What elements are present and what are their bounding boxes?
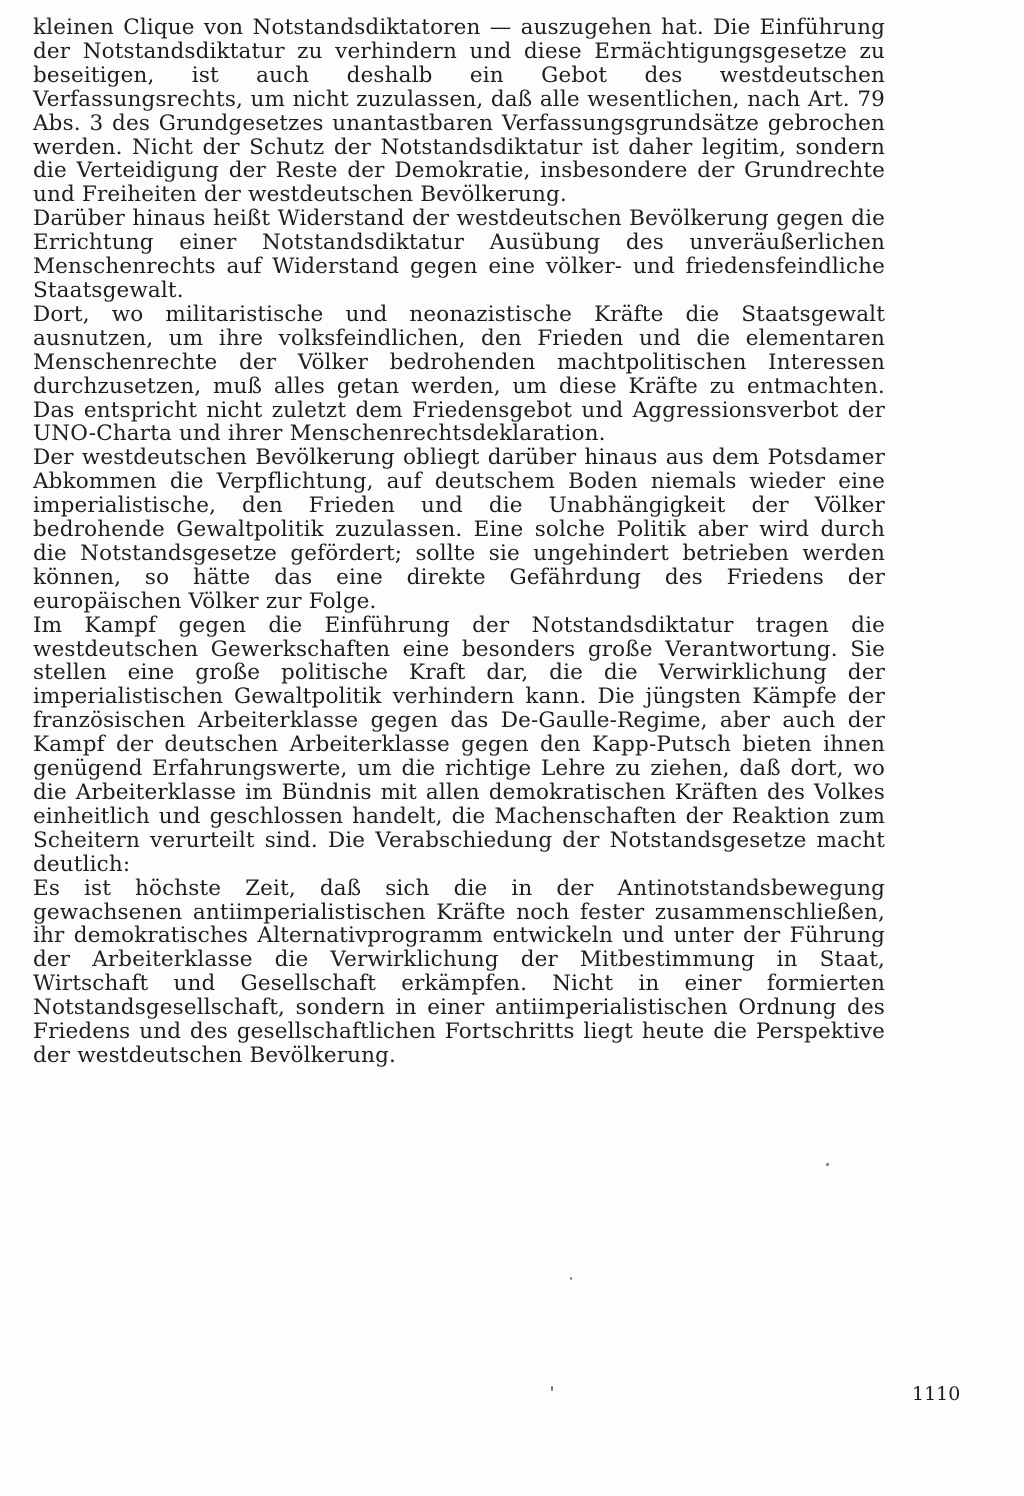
paragraph-4: Der westdeutschen Bevölkerung obliegt darüber hinaus aus dem Potsdamer Abkommen die Verpflichtung, auf deutschem Boden niemals wieder eine imperialistische, den Frieden und die Unabhängigkeit der Völker bedrohende Gewaltpolitik zuzulassen. Eine solche Politik aber wird durch die Notstandsgesetze gefördert; sollte sie ungehindert betrieben werden können, so hätte das eine direkte Gefährdung des Friedens der europäischen Völker zur Folge. [33, 445, 885, 614]
page-number: 1110 [912, 1383, 961, 1405]
paragraph-1: kleinen Clique von Notstandsdiktatoren — auszugehen hat. Die Einführung der Notstandsdiktatur zu verhindern und diese Ermächtigungsgesetze zu beseitigen, ist auch deshalb ein Gebot des westdeutschen Verfassungsrechts, um nicht zuzulassen, daß alle wesentlichen, nach Art. 79 Abs. 3 des Grundgesetzes unantastbaren Verfassungsgrundsätze gebrochen werden. Nicht der Schutz der Notstandsdiktatur ist daher legitim, sondern die Verteidigung der Reste der Demokratie, insbesondere der Grundrechte und Freiheiten der westdeutschen Bevölkerung. [33, 15, 885, 208]
paragraph-5: Im Kampf gegen die Einführung der Notstandsdiktatur tragen die westdeutschen Gewerkschaften eine besonders große Verantwortung. Sie stellen eine große politische Kraft dar, die die Verwirklichung der imperialistischen Gewaltpolitik verhindern kann. Die jüngsten Kämpfe der französischen Arbeiterklasse gegen das De-Gaulle-Regime, aber auch der Kampf der deutschen Arbeiterklasse gegen den Kapp-Putsch bieten ihnen genügend Erfahrungswerte, um die richtige Lehre zu ziehen, daß dort, wo die Arbeiterklasse im Bündnis mit allen demokratischen Kräften des Volkes einheitlich und geschlossen handelt, die Machenschaften der Reaktion zum Scheitern verurteilt sind. Die Verabschiedung der Notstandsgesetze macht deutlich: [33, 612, 885, 877]
scan-speck [551, 1386, 553, 1391]
scan-speck [570, 1277, 572, 1280]
paragraph-6: Es ist höchste Zeit, daß sich die in der Antinotstandsbewegung gewachsenen antiimperialistischen Kräfte noch fester zusammenschließen, ihr demokratisches Alternativprogramm entwickeln und unter der Führung der Arbeiterklasse die Verwirklichung der Mitbestimmung in Staat, Wirtschaft und Gesellschaft erkämpfen. Nicht in einer formierten Notstandsgesellschaft, sondern in einer antiimperialistischen Ordnung des Friedens und des gesellschaftlichen Fortschritts liegt heute die Perspektive der westdeutschen Bevölkerung. [33, 875, 885, 1068]
scan-speck [826, 1163, 829, 1166]
body-text [33, 16, 885, 1068]
paragraph-3: Dort, wo militaristische und neonazistische Kräfte die Staatsgewalt ausnutzen, um ihre volksfeindlichen, den Frieden und die elementaren Menschenrechte der Völker bedrohenden machtpolitischen Interessen durchzusetzen, muß alles getan werden, um diese Kräfte zu entmachten. Das entspricht nicht zuletzt dem Friedensgebot und Aggressionsverbot der UNO-Charta und ihrer Menschenrechtsdeklaration. [33, 301, 885, 447]
paragraph-2: Darüber hinaus heißt Widerstand der westdeutschen Bevölkerung gegen die Errichtung einer Notstandsdiktatur Ausübung des unveräußerlichen Menschenrechts auf Widerstand gegen eine völker- und friedensfeindliche Staatsgewalt. [33, 206, 885, 303]
